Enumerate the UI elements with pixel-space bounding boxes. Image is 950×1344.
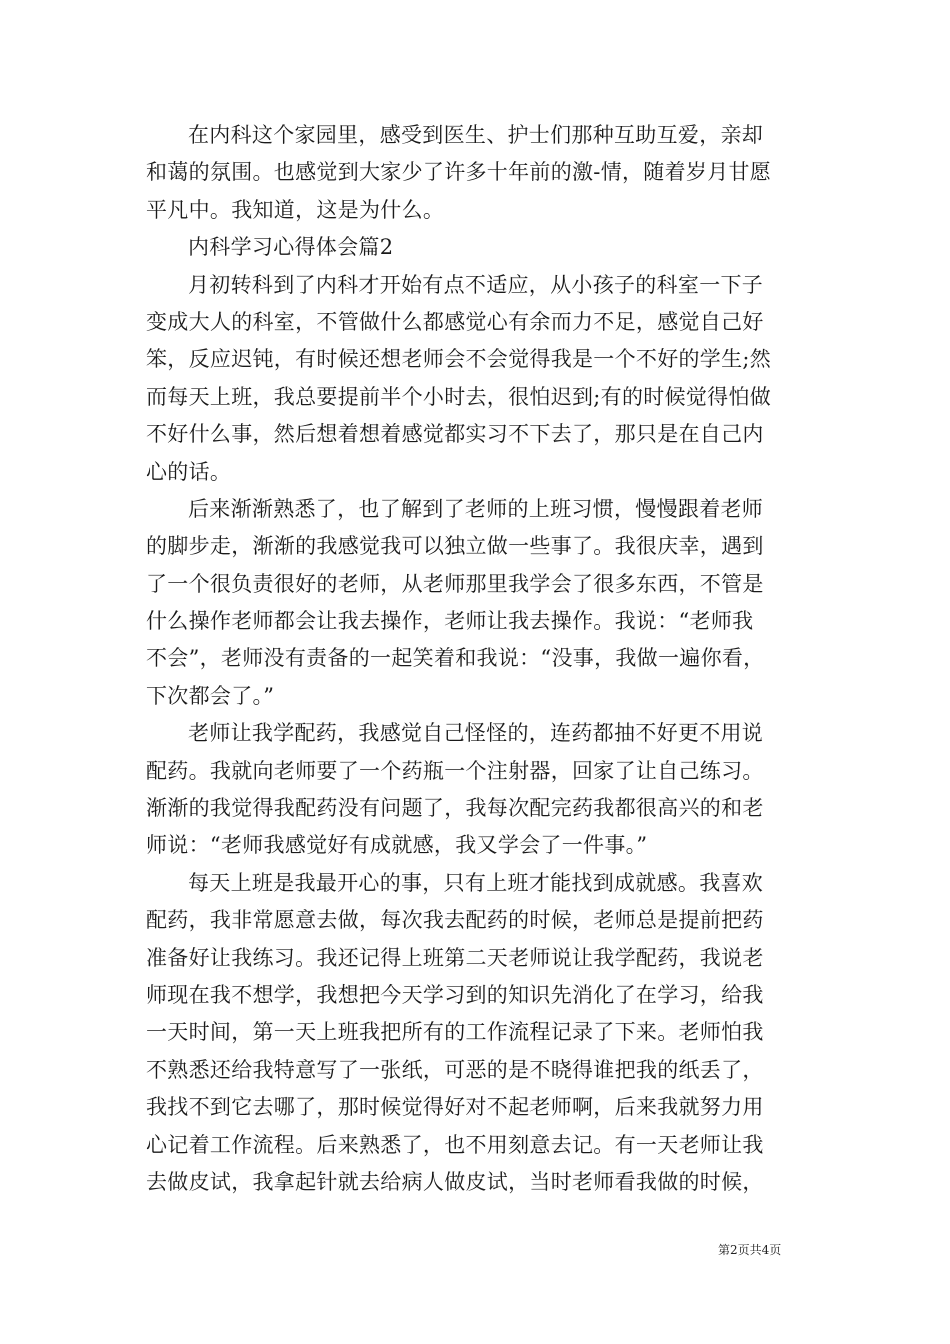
document-body [146, 117, 812, 1201]
text-line: 每天上班是我最开心的事，只有上班才能找到成就感。我喜欢 [188, 870, 764, 895]
text-line: 笨，反应迟钝，有时候还想老师会不会觉得我是一个不好的学生;然 [146, 347, 772, 372]
section-heading [146, 229, 812, 266]
text-line: 去做皮试，我拿起针就去给病人做皮试，当时老师看我做的时候， [146, 1169, 764, 1194]
text-line: 不会”，老师没有责备的一起笑着和我说：“没事，我做一遍你看， [146, 646, 765, 671]
paragraph-1 [146, 117, 812, 229]
text-line: 月初转科到了内科才开始有点不适应，从小孩子的科室一下子 [188, 272, 764, 297]
text-line: 了一个很负责很好的老师，从老师那里我学会了很多东西，不管是 [146, 571, 764, 596]
text-line: 心的话。 [146, 459, 232, 484]
text-line: 和蔼的氛围。也感觉到大家少了许多十年前的激-情，随着岁月甘愿 [146, 160, 772, 185]
text-line: 什么操作老师都会让我去操作，老师让我去操作。我说：“老师我 [146, 609, 754, 634]
text-line: 渐渐的我觉得我配药没有问题了，我每次配完药我都很高兴的和老 [146, 796, 764, 821]
page-number-footer: 第2页共4页 [718, 1243, 782, 1257]
text-line: 在内科这个家园里，感受到医生、护士们那种互助互爱，亲却 [188, 123, 764, 147]
text-line: 一天时间，第一天上班我把所有的工作流程记录了下来。老师怕我 [146, 1020, 764, 1045]
paragraph-4 [146, 715, 812, 865]
text-line: 师说：“老师我感觉好有成就感，我又学会了一件事。” [146, 833, 648, 858]
paragraph-3 [146, 491, 812, 715]
text-line: 不熟悉还给我特意写了一张纸，可恶的是不晓得谁把我的纸丢了， [146, 1057, 764, 1082]
text-line: 而每天上班，我总要提前半个小时去，很怕迟到;有的时候觉得怕做 [146, 384, 772, 409]
text-line: 师现在我不想学，我想把今天学习到的知识先消化了在学习，给我 [146, 982, 764, 1007]
text-line: 平凡中。我知道，这是为什么。 [146, 197, 445, 222]
text-line: 的脚步走，渐渐的我感觉我可以独立做一些事了。我很庆幸，遇到 [146, 534, 764, 559]
text-line: 下次都会了。” [146, 683, 275, 708]
text-line: 后来渐渐熟悉了，也了解到了老师的上班习惯，慢慢跟着老师 [188, 496, 764, 521]
heading-text: 内科学习心得体会篇2 [188, 235, 394, 260]
paragraph-5 [146, 865, 812, 1202]
text-line: 配药。我就向老师要了一个药瓶一个注射器，回家了让自己练习。 [146, 758, 764, 783]
text-line: 心记着工作流程。后来熟悉了，也不用刻意去记。有一天老师让我 [146, 1132, 764, 1157]
text-line: 配药，我非常愿意去做，每次我去配药的时候，老师总是提前把药 [146, 908, 764, 933]
paragraph-2 [146, 267, 812, 491]
text-line: 老师让我学配药，我感觉自己怪怪的，连药都抽不好更不用说 [188, 721, 764, 746]
text-line: 不好什么事，然后想着想着感觉都实习不下去了，那只是在自己内 [146, 422, 764, 447]
text-line: 变成大人的科室，不管做什么都感觉心有余而力不足，感觉自己好 [146, 309, 764, 334]
text-line: 我找不到它去哪了，那时候觉得好对不起老师啊，后来我就努力用 [146, 1095, 764, 1120]
text-line: 准备好让我练习。我还记得上班第二天老师说让我学配药，我说老 [146, 945, 764, 970]
